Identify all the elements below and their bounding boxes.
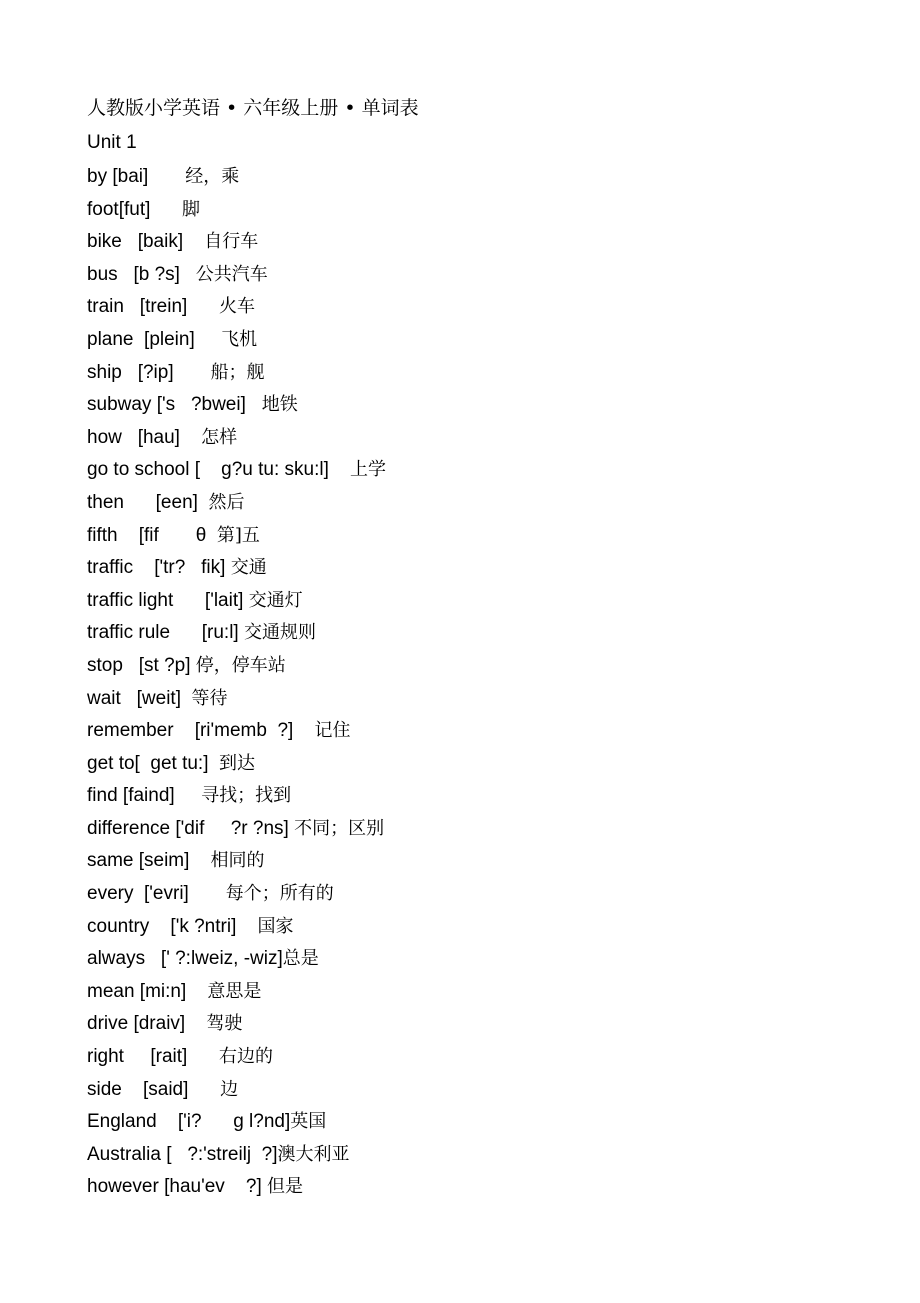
entry-english: England ['i? ɡ l?nd] bbox=[87, 1111, 291, 1133]
entry-english: however [hau'ev ?] bbox=[87, 1176, 268, 1198]
entry-chinese: 但是 bbox=[267, 1176, 304, 1198]
entry-chinese: 船；舰 bbox=[210, 361, 265, 383]
vocabulary-entry bbox=[87, 978, 386, 1011]
entry-chinese: 寻找；找到 bbox=[201, 785, 292, 807]
vocabulary-entry bbox=[87, 228, 386, 261]
vocabulary-entry bbox=[87, 293, 386, 326]
entry-chinese: 国家 bbox=[257, 915, 294, 937]
entry-chinese: 飞机 bbox=[221, 328, 258, 350]
vocabulary-entry bbox=[87, 652, 386, 685]
vocabulary-entry bbox=[87, 196, 386, 229]
vocabulary-entry bbox=[87, 1173, 386, 1206]
entry-chinese: 到达 bbox=[219, 752, 256, 774]
entry-chinese: 交通规则 bbox=[243, 622, 316, 644]
entry-chinese: 自行车 bbox=[204, 231, 259, 253]
entry-english: stop [st ?p] bbox=[87, 654, 196, 676]
entry-english: difference ['dif ?r ?ns] bbox=[87, 817, 295, 839]
entry-chinese: 脚 bbox=[182, 198, 201, 220]
entry-english: right [rait] bbox=[87, 1046, 219, 1068]
entry-english: remember [ri'memb ?] bbox=[87, 720, 315, 742]
entry-chinese: 总是 bbox=[282, 948, 319, 970]
entry-chinese: 边 bbox=[220, 1078, 239, 1100]
entry-english: country ['k ?ntri] bbox=[87, 915, 258, 937]
entry-chinese: 右边的 bbox=[218, 1046, 273, 1068]
entry-english: by [bai] bbox=[87, 166, 186, 187]
vocabulary-entry bbox=[87, 522, 386, 555]
entry-chinese: 英国 bbox=[290, 1111, 327, 1133]
vocabulary-entry bbox=[87, 359, 386, 392]
entry-chinese: 意思是 bbox=[207, 980, 262, 1002]
entry-chinese: 等待 bbox=[191, 687, 228, 709]
entry-english: foot[fut] bbox=[87, 198, 183, 220]
vocabulary-entry bbox=[87, 782, 386, 815]
vocabulary-entry bbox=[87, 1141, 386, 1174]
entry-chinese: 不同；区别 bbox=[294, 817, 385, 839]
entry-chinese: 火车 bbox=[219, 296, 255, 318]
entry-english: go to school [ ɡ?u tu: sku:l] bbox=[87, 459, 350, 481]
entry-english: Australia [ ?:'streilj ?] bbox=[87, 1143, 278, 1165]
entry-english: side [said] bbox=[87, 1078, 221, 1100]
entry-chinese: 相同的 bbox=[210, 850, 265, 872]
vocabulary-entry bbox=[87, 1043, 386, 1076]
vocabulary-entry bbox=[87, 847, 386, 880]
entry-chinese: 停，停车站 bbox=[195, 654, 286, 676]
vocabulary-entry bbox=[87, 717, 386, 750]
vocabulary-entry bbox=[87, 326, 386, 359]
entry-chinese: 经，乘 bbox=[185, 166, 240, 187]
vocabulary-entry bbox=[87, 587, 386, 620]
vocabulary-entry bbox=[87, 880, 386, 913]
entry-english: every ['evri] bbox=[87, 883, 226, 905]
entry-english: bus [b ?s] bbox=[87, 263, 196, 285]
vocabulary-entry bbox=[87, 685, 386, 718]
vocabulary-entry bbox=[87, 456, 386, 489]
entry-chinese: 澳大利亚 bbox=[277, 1143, 350, 1165]
vocabulary-entry bbox=[87, 424, 386, 457]
entry-english: how [hau] bbox=[87, 426, 202, 448]
entry-chinese: 然后 bbox=[208, 491, 245, 513]
entry-english: get to[ ɡet tu:] bbox=[87, 752, 220, 774]
unit-heading: Unit 1 bbox=[87, 132, 137, 153]
entry-chinese: 驾驶 bbox=[206, 1013, 243, 1035]
vocabulary-entry bbox=[87, 554, 386, 587]
vocabulary-entry bbox=[87, 913, 386, 946]
vocabulary-entry bbox=[87, 163, 386, 196]
vocabulary-entry bbox=[87, 391, 386, 424]
vocabulary-entry bbox=[87, 815, 386, 848]
entry-english: traffic light ['lait] bbox=[87, 589, 249, 611]
entry-english: find [faind] bbox=[87, 785, 202, 807]
vocabulary-list bbox=[87, 163, 386, 1206]
vocabulary-entry bbox=[87, 489, 386, 522]
entry-english: then [een] bbox=[87, 491, 209, 513]
entry-english: traffic rule [ru:l] bbox=[87, 622, 244, 644]
entry-english: bike [baik] bbox=[87, 231, 205, 253]
entry-english: subway ['s ?bwei] bbox=[87, 394, 262, 416]
entry-chinese: 交通灯 bbox=[248, 589, 303, 611]
entry-chinese: 上学 bbox=[349, 459, 386, 481]
entry-english: train [trein] bbox=[87, 296, 219, 318]
vocabulary-entry bbox=[87, 1108, 386, 1141]
entry-english: drive [draiv] bbox=[87, 1013, 207, 1035]
entry-chinese: 怎样 bbox=[201, 426, 238, 448]
entry-chinese: 地铁 bbox=[261, 394, 298, 416]
entry-english: same [seim] bbox=[87, 850, 211, 872]
vocabulary-entry bbox=[87, 261, 386, 294]
entry-chinese: 每个；所有的 bbox=[225, 883, 334, 905]
entry-english: mean [mi:n] bbox=[87, 980, 208, 1002]
entry-chinese: 公共汽车 bbox=[195, 263, 268, 285]
vocabulary-entry bbox=[87, 1076, 386, 1109]
vocabulary-entry bbox=[87, 945, 386, 978]
vocabulary-entry bbox=[87, 619, 386, 652]
entry-english: always [' ?:lweiz, -wiz] bbox=[87, 948, 283, 970]
entry-english: traffic ['tr? fik] bbox=[87, 557, 231, 579]
entry-english: ship [?ip] bbox=[87, 361, 211, 383]
entry-english: wait [weit] bbox=[87, 687, 192, 709]
entry-chinese: 第]五 bbox=[216, 524, 260, 546]
entry-english: fifth [fif θ bbox=[87, 524, 217, 546]
entry-english: plane [plein] bbox=[87, 328, 222, 350]
vocabulary-entry bbox=[87, 1010, 386, 1043]
page-title: 人教版小学英语 • 六年级上册 • 单词表 bbox=[87, 97, 419, 119]
entry-chinese: 交通 bbox=[230, 557, 267, 579]
entry-chinese: 记住 bbox=[314, 720, 351, 742]
vocabulary-entry bbox=[87, 750, 386, 783]
